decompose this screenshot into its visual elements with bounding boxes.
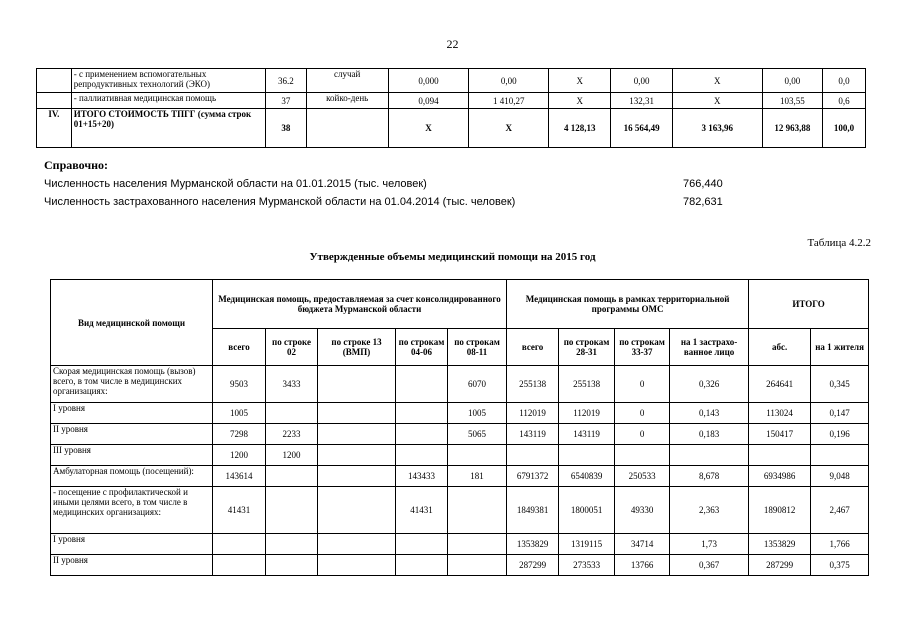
table-cell: 143433 (396, 466, 448, 487)
table-cell: 6070 (448, 366, 507, 403)
table-cell: 9,048 (811, 466, 869, 487)
table-cell (448, 555, 507, 576)
table-cell (266, 403, 318, 424)
table-cell: 112019 (507, 403, 559, 424)
table-row (51, 487, 869, 534)
table-cell (559, 445, 615, 466)
table-row-total: IV. ИТОГО СТОИМОСТЬ ТПГГ (сумма строк 01+15+20) 38 X X 4 128,13 16 564,49 3 163,96 12 963,88 100,0 (37, 109, 866, 148)
table-cell (266, 466, 318, 487)
table-cell: 1353829 (749, 534, 811, 555)
table-cell: 41431 (396, 487, 448, 534)
table-cell (749, 445, 811, 466)
cost-table (36, 68, 866, 148)
table-row (51, 366, 869, 403)
table-cell (318, 403, 396, 424)
table-cell: 287299 (507, 555, 559, 576)
row-label: I уровня (51, 403, 213, 424)
table-cell: 150417 (749, 424, 811, 445)
header-oms: Медицинская помощь в рамках территориальной программы ОМС (507, 280, 749, 329)
table-cell: 3433 (266, 366, 318, 403)
table-cell: 0,183 (670, 424, 749, 445)
row-label: II уровня (51, 555, 213, 576)
table-cell (318, 534, 396, 555)
table-cell (448, 534, 507, 555)
table-cell: 1200 (213, 445, 266, 466)
header-budget: Медицинская помощь, предоставляемая за счет консолидированного бюджета Мурманской области (213, 280, 507, 329)
reference-line-population: Численность населения Мурманской области на 01.01.2015 (тыс. человек) (44, 178, 427, 190)
reference-value-population: 766,440 (683, 178, 723, 190)
table-cell: 0,326 (670, 366, 749, 403)
table-cell: 255138 (507, 366, 559, 403)
table-cell: 113024 (749, 403, 811, 424)
subheader-row: всего по строке 02 по строке 13 (ВМП) по строкам 04-06 по строкам 08-11 всего по строкам 28-31 по строкам 33-37 на 1 застрахо-ванное лицо абс. на 1 жителя (51, 329, 869, 366)
table-cell (266, 487, 318, 534)
row-label: I уровня (51, 534, 213, 555)
table-cell: 0,147 (811, 403, 869, 424)
table-cell (507, 445, 559, 466)
table-title: Утвержденные объемы медицинский помощи на 2015 год (309, 251, 596, 263)
table-cell (396, 366, 448, 403)
table-cell (318, 366, 396, 403)
table-cell: 13766 (615, 555, 670, 576)
row-label: Амбулаторная помощь (посещений): (51, 466, 213, 487)
table-cell (670, 445, 749, 466)
page-number: 22 (446, 37, 459, 51)
table-cell (396, 445, 448, 466)
table-cell: 143614 (213, 466, 266, 487)
table-cell: 1353829 (507, 534, 559, 555)
table-cell (318, 487, 396, 534)
table-cell (318, 445, 396, 466)
volumes-table-body (51, 366, 869, 576)
table-cell: 0 (615, 403, 670, 424)
table-cell (213, 555, 266, 576)
header-row (51, 280, 869, 329)
table-row: - паллиативная медицинская помощь 37 койко-день 0,094 1 410,27 X 132,31 X 103,55 0,6 (37, 93, 866, 109)
table-cell: 0,196 (811, 424, 869, 445)
row-label: Скорая медицинская помощь (вызов) всего, в том числе в медицинских организациях: (51, 366, 213, 403)
table-cell: 287299 (749, 555, 811, 576)
table-cell: 0 (615, 366, 670, 403)
table-cell (318, 424, 396, 445)
table-row (51, 403, 869, 424)
table-cell (318, 466, 396, 487)
table-cell: 1,73 (670, 534, 749, 555)
table-cell (213, 534, 266, 555)
table-cell: 2,363 (670, 487, 749, 534)
table-cell: 143119 (559, 424, 615, 445)
row-label: III уровня (51, 445, 213, 466)
table-cell (396, 555, 448, 576)
table-cell (811, 445, 869, 466)
table-cell: 181 (448, 466, 507, 487)
table-cell: 6791372 (507, 466, 559, 487)
table-cell (448, 487, 507, 534)
row-label: - посещение с профилактической и иными целями всего, в том числе в медицинских организациях: (51, 487, 213, 534)
table-cell: 264641 (749, 366, 811, 403)
reference-line-insured: Численность застрахованного населения Мурманской области на 01.04.2014 (тыс. человек) (44, 196, 516, 208)
reference-value-insured: 782,631 (683, 196, 723, 208)
table-cell: 5065 (448, 424, 507, 445)
table-cell: 273533 (559, 555, 615, 576)
reference-title: Справочно: (44, 158, 109, 172)
table-row (51, 424, 869, 445)
table-cell: 2233 (266, 424, 318, 445)
table-cell (266, 555, 318, 576)
table-cell: 49330 (615, 487, 670, 534)
table-cell: 2,467 (811, 487, 869, 534)
table-cell: 0,143 (670, 403, 749, 424)
table-cell: 1005 (213, 403, 266, 424)
table-row (51, 445, 869, 466)
table-cell: 34714 (615, 534, 670, 555)
table-row (51, 534, 869, 555)
table-cell: 0,367 (670, 555, 749, 576)
table-cell: 1319115 (559, 534, 615, 555)
table-cell: 1200 (266, 445, 318, 466)
table-cell (396, 534, 448, 555)
header-kind: Вид медицинской помощи (51, 280, 213, 366)
volumes-table (50, 279, 869, 576)
table-cell: 9503 (213, 366, 266, 403)
table-cell: 7298 (213, 424, 266, 445)
table-cell: 1,766 (811, 534, 869, 555)
table-cell (615, 445, 670, 466)
table-row: - с применением вспомогательных репродуктивных технологий (ЭКО) 36.2 случай 0,000 0,00 X 0,00 X 0,00 0,0 (37, 69, 866, 93)
table-cell: 6540839 (559, 466, 615, 487)
table-cell (396, 403, 448, 424)
table-cell: 8,678 (670, 466, 749, 487)
table-cell: 1800051 (559, 487, 615, 534)
table-cell: 6934986 (749, 466, 811, 487)
table-row (51, 555, 869, 576)
table-cell: 1890812 (749, 487, 811, 534)
table-cell (318, 555, 396, 576)
table-cell: 255138 (559, 366, 615, 403)
table-cell: 41431 (213, 487, 266, 534)
table-cell: 1849381 (507, 487, 559, 534)
table-cell (396, 424, 448, 445)
table-cell (448, 445, 507, 466)
table-row (51, 466, 869, 487)
header-total: ИТОГО (749, 280, 869, 329)
table-cell (266, 534, 318, 555)
table-cell: 112019 (559, 403, 615, 424)
table-cell: 0,345 (811, 366, 869, 403)
table-cell: 0,375 (811, 555, 869, 576)
table-cell: 143119 (507, 424, 559, 445)
row-label: II уровня (51, 424, 213, 445)
table-number: Таблица 4.2.2 (807, 237, 871, 249)
table-cell: 250533 (615, 466, 670, 487)
table-cell: 0 (615, 424, 670, 445)
table-cell: 1005 (448, 403, 507, 424)
